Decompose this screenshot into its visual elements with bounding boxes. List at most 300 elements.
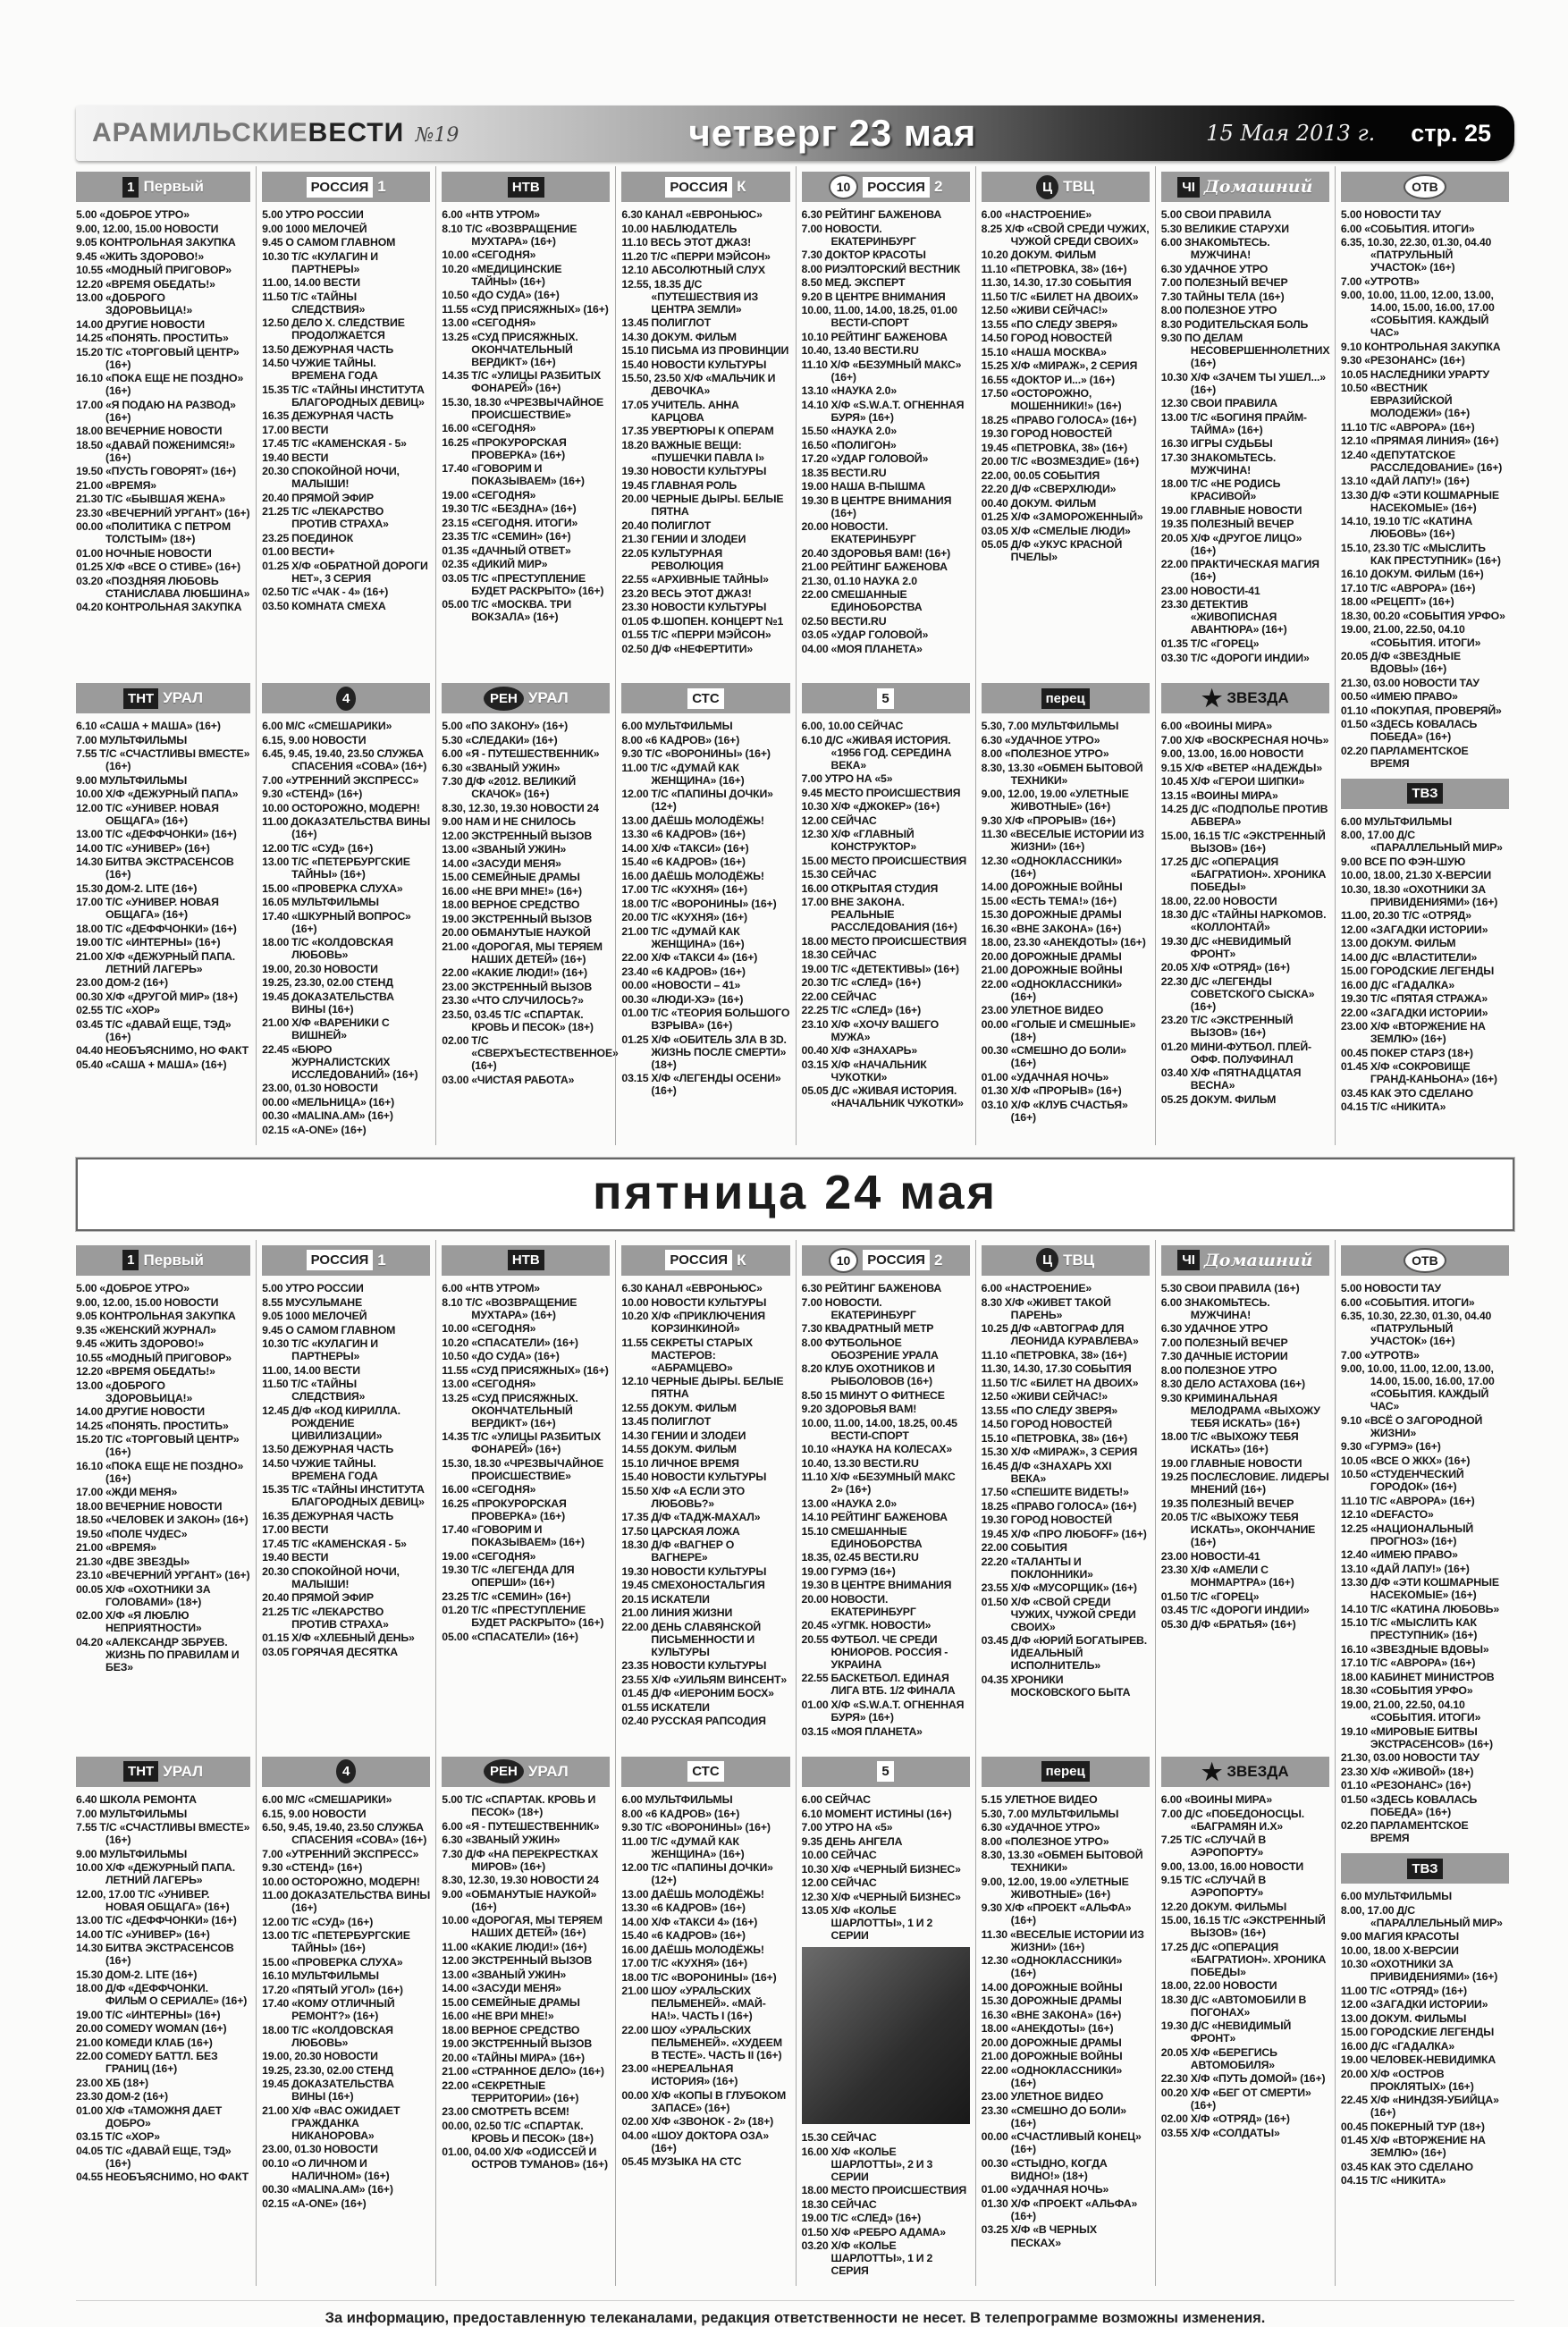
channel-name: Первый <box>143 1251 204 1269</box>
tnt-ural-logo-icon: ТНТ <box>123 1761 158 1782</box>
program-entry: 19.30 Т/С «ПЯТАЯ СТРАЖА» <box>1340 992 1488 1006</box>
program-entry: 04.15 Т/С «НИКИТА» <box>1340 1100 1446 1114</box>
program-entry: 9.20 В ЦЕНТРЕ ВНИМАНИЯ <box>801 290 946 303</box>
brand-part1: АРАМИЛЬСКИЕ <box>92 118 308 148</box>
program-entry: 21.00 Т/С «ДУМАЙ КАК ЖЕНЩИНА» (16+) <box>621 924 745 950</box>
program-entry: 5.00 УТРО РОССИИ <box>262 208 364 221</box>
program-entry: 05.00 Т/С «МОСКВА. ТРИ ВОКЗАЛА» (16+) <box>442 598 572 624</box>
channel-header-ntv <box>442 1245 610 1276</box>
program-entry: 10.00, 18.00, 21.30 Х-ВЕРСИИ <box>1340 869 1492 882</box>
program-entry: 13.00 Т/С «ДЕФФЧОНКИ» (16+) <box>76 1914 237 1927</box>
program-entry: 9.30 «СТЕНД» (16+) <box>262 788 363 801</box>
program-list-perviy <box>76 1282 250 1674</box>
program-entry: 17.25 Д/С «ОПЕРАЦИЯ «БАГРАТИОН». ХРОНИКА ПОБЕДЫ» <box>1160 856 1327 894</box>
perviy-logo-icon: 1 <box>122 177 139 198</box>
program-entry: 22.30 Д/С «ЛЕГЕНДЫ СОВЕТСКОГО СЫСКА» (16+) <box>1160 974 1315 1013</box>
program-entry: 7.30 ДАЧНЫЕ ИСТОРИИ <box>1160 1350 1288 1363</box>
program-entry: 02.00 Х/Ф «ОТРЯД» (16+) <box>1160 2112 1290 2126</box>
channel-column <box>435 166 619 1145</box>
program-entry: 19.50 «ПОЛЕ ЧУДЕС» <box>76 1527 188 1540</box>
program-entry: 18.00 «АНЕКДОТЫ» (16+) <box>981 2022 1114 2036</box>
program-entry: 6.30 УДАЧНОЕ УТРО <box>1160 262 1269 275</box>
program-entry: 10.30 Х/Ф «ДЖОКЕР» (16+) <box>801 800 940 814</box>
program-entry: 5.15 УЛЕТНОЕ ВИДЕО <box>981 1792 1098 1806</box>
newspaper-brand <box>92 118 459 148</box>
program-entry: 19.35 ПОЛЕЗНЫЙ ВЕЧЕР <box>1160 518 1294 531</box>
program-entry: 9.00 МУЛЬТФИЛЬМЫ <box>76 773 188 787</box>
program-entry: 13.10 «ДАЙ ЛАПУ!» (16+) <box>1340 1562 1470 1575</box>
program-entry: 14.25 Д/С «ПОДПОЛЬЕ ПРОТИВ АБВЕРА» <box>1160 803 1328 829</box>
program-entry: 18.00 Т/С «ВОРОНИНЫ» (16+) <box>621 897 777 910</box>
channel-header-perviy <box>76 1245 250 1276</box>
program-entry: 8.20 КЛУБ ОХОТНИКОВ И РЫБОЛОВОВ (16+) <box>801 1362 935 1388</box>
program-entry: 03.15 Х/Ф «НАЧАЛЬНИК ЧУКОТКИ» <box>801 1058 927 1083</box>
program-entry: 9.00 1000 МЕЛОЧЕЙ <box>262 222 367 235</box>
program-entry: 04.20 КОНТРОЛЬНАЯ ЗАКУПКА <box>76 601 242 614</box>
program-entry: 6.35, 10.30, 22.30, 01.30, 04.40 «ПАТРУЛЬНЫЙ УЧАСТОК» (16+) <box>1340 1310 1492 1348</box>
program-entry: 6.00 «ВОИНЫ МИРА» <box>1160 1792 1273 1806</box>
program-entry: 14.35 Т/С «УЛИЦЫ РАЗБИТЫХ ФОНАРЕЙ» (16+) <box>442 1430 602 1456</box>
program-entry: 10.10 «НАУКА НА КОЛЕСАХ» <box>801 1443 953 1456</box>
program-entry: 8.30 Х/Ф «ЖИВЕТ ТАКОЙ ПАРЕНЬ» <box>981 1295 1111 1321</box>
program-entry: 9.00, 12.00, 19.00 «УЛЕТНЫЕ ЖИВОТНЫЕ» (16+) <box>981 1875 1129 1901</box>
5-kanal-logo-icon: 5 <box>877 688 893 709</box>
program-entry: 01.45 Д/Ф «ИЕРОНИМ БОСХ» <box>621 1687 774 1700</box>
program-entry: 05.05 Д/Ф «УКУС КРАСНОЙ ПЧЕЛЫ» <box>981 538 1123 564</box>
program-entry: 12.50 «ЖИВИ СЕЙЧАС!» <box>981 1390 1109 1404</box>
program-entry: 20.30 Т/С «СЛЕД» (16+) <box>801 976 922 990</box>
program-entry: 00.40 ДОКУМ. ФИЛЬМ <box>981 496 1097 510</box>
program-entry: 17.20 «УДАР ГОЛОВОЙ» <box>801 452 929 466</box>
program-entry: 9.00 МАГИЯ КРАСОТЫ <box>1340 1930 1460 1943</box>
program-entry: 20.05 Т/С «ВЫХОЖУ ТЕБЯ ИСКАТЬ», ОКОНЧАНИЕ (16+) <box>1160 1511 1316 1549</box>
program-entry: 02.50 ВЕСТИ.RU <box>801 614 887 628</box>
program-entry: 19.45 ГЛАВНАЯ РОЛЬ <box>621 478 738 492</box>
program-entry: 6.45, 9.45, 19.40, 23.50 СЛУЖБА СПАСЕНИЯ «СОВА» (16+) <box>262 747 427 773</box>
program-entry: 11.10 «ПЕТРОВКА, 38» (16+) <box>981 262 1127 275</box>
program-entry: 00.00 Х/Ф «КОПЫ В ГЛУБОКОМ ЗАПАСЕ» (16+) <box>621 2088 787 2114</box>
program-entry: 12.10 «DEFACTO» <box>1340 1508 1434 1522</box>
program-entry: 16.00 Д/С «ГАДАЛКА» <box>1340 978 1455 991</box>
program-entry: 13.10 «ДАЙ ЛАПУ!» (16+) <box>1340 475 1470 488</box>
program-entry: 15.00, 16.15 Т/С «ЭКСТРЕННЫЙ ВЫЗОВ» (16+) <box>1160 1914 1326 1940</box>
program-entry: 7.30 Д/Ф «2012. ВЕЛИКИЙ СКАЧОК» (16+) <box>442 775 577 801</box>
program-entry: 8.50 15 МИНУТ О ФИТНЕСЕ <box>801 1388 945 1402</box>
program-entry: 5.00 УТРО РОССИИ <box>262 1281 364 1294</box>
program-entry: 02.35 «ДИКИЙ МИР» <box>442 558 548 571</box>
5-kanal-logo-icon: 5 <box>877 1761 893 1782</box>
program-entry: 17.20 «ПЯТЫЙ УГОЛ» (16+) <box>262 1983 403 1996</box>
program-entry: 04.40 НЕОБЪЯСНИМО, НО ФАКТ <box>76 1044 249 1058</box>
program-entry: 14.30 ГЕНИИ И ЗЛОДЕИ <box>621 1429 746 1442</box>
program-entry: 19.00 Т/С «ИНТЕРНЫ» (16+) <box>76 2008 221 2021</box>
program-entry: 6.00 М/С «СМЕШАРИКИ» <box>262 1792 392 1806</box>
program-entry: 23.30 ДЕТЕКТИВ «ЖИВОПИСНАЯ АВАНТЮРА» (16+) <box>1160 598 1287 637</box>
program-entry: 05.00 «СПАСАТЕЛИ» (16+) <box>442 1630 578 1643</box>
program-entry: 15.30 ДОРОЖНЫЕ ДРАМЫ <box>981 908 1122 922</box>
program-list-4-kanal <box>262 1793 430 2210</box>
program-entry: 03.40 Х/Ф «ПЯТНАДЦАТАЯ ВЕСНА» <box>1160 1067 1302 1092</box>
program-entry: 13.15 «ВОИНЫ МИРА» <box>1160 788 1278 802</box>
program-entry: 15.30 СЕЙЧАС <box>801 868 877 881</box>
program-entry: 15.40 «6 КАДРОВ» (16+) <box>621 1929 746 1943</box>
program-entry: 02.40 РУССКАЯ РАПСОДИЯ <box>621 1715 766 1728</box>
channel-section-tv3-friday <box>1341 1853 1509 2187</box>
program-entry: 9.30 Т/С «ВОРОНИНЫ» (16+) <box>621 747 771 761</box>
program-entry: 16.10 «ПОКА ЕЩЕ НЕ ПОЗДНО» (16+) <box>76 1459 244 1485</box>
program-entry: 23.30 ДОМ-2 (16+) <box>76 2090 169 2104</box>
program-entry: 00.45 ПОКЕРНЫЙ ТУР (18+) <box>1340 2120 1485 2133</box>
program-entry: 23.00, 01.30 НОВОСТИ <box>262 2143 378 2156</box>
program-entry: 17.10 Т/С «АВРОРА» (16+) <box>1340 581 1476 594</box>
program-entry: 19.30 Т/С «ЛЕГЕНДА ДЛЯ ОПЕРШИ» (16+) <box>442 1564 575 1589</box>
program-entry: 01.15 Х/Ф «ХЛЕБНЫЙ ДЕНЬ» <box>262 1631 415 1645</box>
channel-header-tnt-ural <box>76 683 250 713</box>
program-entry: 21.30, 03.00 НОВОСТИ ТАУ <box>1340 1751 1479 1765</box>
program-entry: 03.45 КАК ЭТО СДЕЛАНО <box>1340 1086 1473 1100</box>
program-entry: 14.10 РЕЙТИНГ БАЖЕНОВА <box>801 1511 948 1524</box>
program-entry: 01.00 ВЕСТИ+ <box>262 545 335 559</box>
program-entry: 7.00 УТРО НА «5» <box>801 772 893 786</box>
program-entry: 7.30 Д/Ф «НА ПЕРЕКРЕСТКАХ МИРОВ» (16+) <box>442 1847 599 1873</box>
program-entry: 22.25 Т/С «СЛЕД» (16+) <box>801 1004 922 1017</box>
program-entry: 23.40 «6 КАДРОВ» (16+) <box>621 965 746 978</box>
day-block-thursday <box>76 166 1514 1145</box>
program-entry: 13.00 «ЗВАНЫЙ УЖИН» <box>442 843 567 856</box>
program-entry: 15.10 ЛИЧНОЕ ВРЕМЯ <box>621 1456 739 1470</box>
domashniy-logo-icon: ЧI <box>1177 1250 1200 1270</box>
channel-column <box>1155 1240 1335 2286</box>
program-entry: 22.00 «ЗАГАДКИ ИСТОРИИ» <box>1340 1006 1488 1019</box>
program-list-sts <box>621 1793 789 2168</box>
program-entry: 19.00 ЭКСТРЕННЫЙ ВЫЗОВ <box>442 2037 593 2051</box>
program-entry: 21.30 «ДВЕ ЗВЕЗДЫ» <box>76 1555 190 1568</box>
program-entry: 7.00 НОВОСТИ. ЕКАТЕРИНБУРГ <box>801 222 916 248</box>
program-entry: 10.00 ОСТОРОЖНО, МОДЕРН! <box>262 1875 420 1888</box>
program-entry: 22.00 «ОДНОКЛАССНИКИ» (16+) <box>981 977 1123 1003</box>
program-entry: 20.45 «УГМК. НОВОСТИ» <box>801 1619 932 1632</box>
program-entry: 13.30 Д/Ф «ЭТИ КОШМАРНЫЕ НАСЕКОМЫЕ» (16+) <box>1340 488 1499 514</box>
program-entry: 01.05 Ф.ШОПЕН. КОНЦЕРТ №1 <box>621 614 784 628</box>
program-entry: 13.00 «ДОБРОГО ЗДОРОВЬИЦА!» <box>76 1378 193 1404</box>
day-banner-friday: пятница 24 мая <box>76 1158 1514 1231</box>
program-entry: 01.20 Т/С «ПРЕСТУПЛЕНИЕ БУДЕТ РАСКРЫТО» (16+) <box>442 1604 604 1630</box>
program-entry: 03.05 «УДАР ГОЛОВОЙ» <box>801 628 929 642</box>
program-entry: 13.50 ДЕЖУРНАЯ ЧАСТЬ <box>262 1443 394 1456</box>
program-entry: 10.00 НОВОСТИ КУЛЬТУРЫ <box>621 1295 767 1309</box>
page-number: стр. 25 <box>1411 119 1491 147</box>
program-entry: 8.00 «6 КАДРОВ» (16+) <box>621 733 740 746</box>
program-entry: 14.10, 19.10 Т/С «КАТИНА ЛЮБОВЬ» (16+) <box>1340 515 1473 541</box>
program-list-ren-ural <box>442 1793 610 2171</box>
program-entry: 6.00, 10.00 СЕЙЧАС <box>801 720 904 732</box>
program-entry: 23.00 НОВОСТИ-41 <box>1160 584 1260 597</box>
program-entry: 14.25 «ПОНЯТЬ. ПРОСТИТЬ» <box>76 332 229 345</box>
program-entry: 9.35 «ЖЕНСКИЙ ЖУРНАЛ» <box>76 1323 216 1336</box>
program-entry: 01.45 Х/Ф «ВТОРЖЕНИЕ НА ЗЕМЛЮ» (16+) <box>1340 2134 1486 2160</box>
program-entry: 19.00 ЧЕЛОВЕК-НЕВИДИМКА <box>1340 2053 1496 2067</box>
rossiya-2-logo-icon: РОССИЯ <box>863 177 930 198</box>
program-entry: 9.45 «ЖИТЬ ЗДОРОВО!» <box>76 249 205 263</box>
program-entry: 10.00 ОСТОРОЖНО, МОДЕРН! <box>262 801 420 814</box>
program-entry: 01.45 Х/Ф «СОКРОВИЩЕ ГРАНД-КАНЬОНА» (16+) <box>1340 1060 1497 1086</box>
ren-ural-logo-icon: РЕН <box>484 1759 524 1783</box>
program-list-5-kanal <box>802 720 970 1109</box>
program-entry: 16.50 «ПОЛИГОН» <box>801 438 897 451</box>
program-entry: 18.00, 22.00 НОВОСТИ <box>1160 894 1277 907</box>
program-entry: 10.00, 11.00, 14.00, 18.25, 00.45 ВЕСТИ-СПОРТ <box>801 1416 957 1442</box>
program-entry: 10.40, 13.30 ВЕСТИ.RU <box>801 1456 919 1470</box>
program-entry: 19.30 ГОРОД НОВОСТЕЙ <box>981 1513 1112 1527</box>
program-entry: 19.30 В ЦЕНТРЕ ВНИМАНИЯ <box>801 1579 952 1592</box>
program-entry: 13.25 «СУД ПРИСЯЖНЫХ. ОКОНЧАТЕЛЬНЫЙ ВЕРДИКТ» (16+) <box>442 1391 578 1429</box>
channel-section-rossiya-1-thursday <box>262 172 430 674</box>
zvezda-logo-icon: ★ <box>1201 1758 1223 1785</box>
program-entry: 17.00 Т/С «УНИВЕР. НОВАЯ ОБЩАГА» (16+) <box>76 896 219 922</box>
program-entry: 10.50 «СТУДЕНЧЕСКИЙ ГОРОДОК» (16+) <box>1340 1468 1464 1494</box>
program-entry: 21.00 «СТРАННОЕ ДЕЛО» (16+) <box>442 2065 604 2078</box>
program-entry: 22.55 «АРХИВНЫЕ ТАЙНЫ» <box>621 573 769 586</box>
program-entry: 22.00 СМЕШАННЫЕ ЕДИНОБОРСТВА <box>801 588 923 614</box>
program-entry: 22.20 Д/Ф «СВЕРХЛЮДИ» <box>981 483 1117 496</box>
program-entry: 10.55 «МОДНЫЙ ПРИГОВОР» <box>76 264 232 277</box>
program-entry: 14.50 ГОРОД НОВОСТЕЙ <box>981 332 1112 345</box>
program-entry: 5.00 Т/С «СПАРТАК. КРОВЬ И ПЕСОК» (18+) <box>442 1792 596 1818</box>
program-entry: 13.55 «ПО СЛЕДУ ЗВЕРЯ» <box>981 1404 1118 1417</box>
program-entry: 13.55 «ПО СЛЕДУ ЗВЕРЯ» <box>981 317 1118 331</box>
program-entry: 13.00 «ДОБРОГО ЗДОРОВЬИЦА!» <box>76 291 193 317</box>
program-entry: 17.00 ВНЕ ЗАКОНА. РЕАЛЬНЫЕ РАССЛЕДОВАНИЯ (16+) <box>801 896 957 934</box>
channel-section-domashniy-thursday <box>1161 172 1329 674</box>
program-entry: 21.00 Х/Ф «ДЕЖУРНЫЙ ПАПА. ЛЕТНИЙ ЛАГЕРЬ» <box>76 949 236 975</box>
program-entry: 16.00 «НЕ ВРИ МНЕ!» (16+) <box>442 884 582 898</box>
program-entry: 23.35 Т/С «СЕМИН» (16+) <box>442 530 571 544</box>
program-entry: 19.50 «ПУСТЬ ГОВОРЯТ» (16+) <box>76 465 236 478</box>
program-entry: 20.40 ПРЯМОЙ ЭФИР <box>262 1591 374 1605</box>
program-entry: 11.55 «СУД ПРИСЯЖНЫХ» (16+) <box>442 302 609 316</box>
program-entry: 9.10 «ВСЁ О ЗАГОРОДНОЙ ЖИЗНИ» <box>1340 1413 1483 1439</box>
channel-section-zvezda-friday <box>1161 1757 1329 2139</box>
program-entry: 03.15 «МОЯ ПЛАНЕТА» <box>801 1724 923 1738</box>
program-entry: 12.40 «ДЕПУТАТСКОЕ РАССЛЕДОВАНИЕ» (16+) <box>1340 448 1503 474</box>
program-entry: 20.40 ПОЛИГЛОТ <box>621 519 712 532</box>
program-entry: 10.00 СЕЙЧАС <box>801 1849 877 1862</box>
ren-ural-logo-icon: РЕН <box>484 687 524 711</box>
program-entry: 17.35 УВЕРТЮРЫ К ОПЕРАМ <box>621 425 774 438</box>
program-entry: 18.00 МЕСТО ПРОИСШЕСТВИЯ <box>801 934 967 948</box>
program-entry: 02.20 ПАРЛАМЕНТСКОЕ ВРЕМЯ <box>1340 744 1469 770</box>
program-entry: 22.00 ДЕНЬ СЛАВЯНСКОЙ ПИСЬМЕННОСТИ И КУЛЬТУРЫ <box>621 1620 762 1658</box>
program-entry: 11.30 «ВЕСЕЛЫЕ ИСТОРИИ ИЗ ЖИЗНИ» (16+) <box>981 828 1144 854</box>
channel-section-tvc-thursday <box>982 172 1150 674</box>
program-entry: 19.45 ДОКАЗАТЕЛЬСТВА ВИНЫ (16+) <box>262 990 394 1016</box>
program-entry: 03.20 «ПОЗДНЯЯ ЛЮБОВЬ СТАНИСЛАВА ЛЮБШИНА» <box>76 574 250 600</box>
program-entry: 10.50 «ВЕСТНИК ЕВРАЗИЙСКОЙ МОЛОДЕЖИ» (16+) <box>1340 382 1471 420</box>
channel-section-5-kanal-friday <box>802 1757 970 2277</box>
program-entry: 6.00 МУЛЬТФИЛЬМЫ <box>621 1792 733 1806</box>
program-entry: 18.30 СЕЙЧАС <box>801 2197 877 2211</box>
program-entry: 20.00 НОВОСТИ. ЕКАТЕРИНБУРГ <box>801 1592 916 1618</box>
program-entry: 6.30 КАНАЛ «ЕВРОНЬЮС» <box>621 208 763 221</box>
channel-section-sts-friday <box>621 1757 789 2168</box>
program-entry: 14.00 Т/С «УНИВЕР» (16+) <box>76 1927 210 1941</box>
channel-section-4-kanal-thursday <box>262 683 430 1136</box>
program-entry: 13.00 «ЗВАНЫЙ УЖИН» <box>442 1968 567 1981</box>
program-entry: 01.50 «ЗДЕСЬ КОВАЛАСЬ ПОБЕДА» (16+) <box>1340 1792 1478 1818</box>
channel-header-tnt-ural <box>76 1757 250 1787</box>
program-entry: 01.20 МИНИ-ФУТБОЛ. ПЛЕЙ-ОФФ. ПОЛУФИНАЛ <box>1160 1040 1311 1066</box>
program-entry: 6.10 «САША + МАША» (16+) <box>76 720 221 732</box>
program-entry: 18.00 ВЕРНОЕ СРЕДСТВО <box>442 2023 580 2036</box>
program-entry: 19.00, 21.00, 22.50, 04.10 «СОБЫТИЯ. ИТОГИ» <box>1340 1698 1481 1724</box>
program-list-rossiya-1 <box>262 1282 430 1658</box>
program-entry: 16.30 «ВНЕ ЗАКОНА» (16+) <box>981 922 1122 935</box>
program-entry: 23.30 «СМЕШНО ДО БОЛИ» (16+) <box>981 2104 1126 2129</box>
program-entry: 19.10 «МИРОВЫЕ БИТВЫ ЭКСТРАСЕНСОВ» (16+) <box>1340 1724 1493 1750</box>
program-entry: 20.00 COMEDY WOMAN (16+) <box>76 2022 227 2036</box>
program-entry: 23.00 Х/Ф «ВТОРЖЕНИЕ НА ЗЕМЛЮ» (16+) <box>1340 1020 1486 1046</box>
program-entry: 21.25 Т/С «ЛЕКАРСТВО ПРОТИВ СТРАХА» <box>262 1605 389 1631</box>
program-entry: 16.00 «СЕГОДНЯ» <box>442 422 536 435</box>
program-entry: 14.30 БИТВА ЭКСТРАСЕНСОВ (16+) <box>76 1942 234 1968</box>
program-entry: 17.05 УЧИТЕЛЬ. АННА КАРЦОВА <box>621 398 739 424</box>
channel-section-rossiya-2-thursday <box>802 172 970 674</box>
channel-name: 2 <box>933 1251 943 1269</box>
program-entry: 03.10 Х/Ф «КЛУБ СЧАСТЬЯ» (16+) <box>981 1098 1128 1124</box>
program-entry: 20.05 Х/Ф «БЕРЕГИСЬ АВТОМОБИЛЯ» <box>1160 2045 1277 2071</box>
tvc-logo-icon: Ц <box>1036 175 1058 199</box>
program-entry: 00.30 «СМЕШНО ДО БОЛИ» (16+) <box>981 1044 1126 1070</box>
program-list-otv <box>1341 208 1509 770</box>
rossiya-2-prefix-logo-icon: 10 <box>829 174 859 199</box>
program-entry: 00.00 «МЕЛЬНИЦА» (16+) <box>262 1095 395 1109</box>
program-entry: 7.00 ПОЛЕЗНЫЙ ВЕЧЕР <box>1160 1336 1288 1349</box>
program-entry: 12.00 ЭКСТРЕННЫЙ ВЫЗОВ <box>442 1954 593 1968</box>
channel-column <box>615 166 795 1145</box>
program-list-perviy <box>76 208 250 613</box>
program-entry: 18.00 ВЕЧЕРНИЕ НОВОСТИ <box>76 1499 223 1513</box>
program-entry: 19.45 СМЕХОНОСТАЛЬГИЯ <box>621 1579 765 1592</box>
program-entry: 00.00 «НОВОСТИ – 41» <box>621 979 741 992</box>
program-entry: 10.20 ДОКУМ. ФИЛЬМ <box>981 249 1097 262</box>
program-entry: 12.20 ДОКУМ. ФИЛЬМЫ <box>1160 1900 1287 1913</box>
channel-name: 1 <box>377 1251 386 1269</box>
program-entry: 20.40 ПРЯМОЙ ЭФИР <box>262 491 374 504</box>
program-entry: 20.05 Х/Ф «ОТРЯД» (16+) <box>1160 961 1290 974</box>
domashniy-logo-icon: ЧI <box>1177 177 1200 198</box>
program-entry: 21.00 ДОРОЖНЫЕ ВОЙНЫ <box>981 2050 1123 2063</box>
program-entry: 23.25 Т/С «СЕМИН» (16+) <box>442 1589 571 1603</box>
program-entry: 9.45 МЕСТО ПРОИСШЕСТВИЯ <box>801 786 961 799</box>
perec-logo-icon: перец <box>1041 1761 1090 1782</box>
channel-name: Первый <box>143 178 204 195</box>
program-entry: 14.00 Д/С «ВЛАСТИТЕЛИ» <box>1340 950 1478 964</box>
program-entry: 19.00, 20.30 НОВОСТИ <box>262 962 378 975</box>
program-entry: 6.10 МОМЕНТ ИСТИНЫ (16+) <box>801 1807 952 1820</box>
program-entry: 19.45 ДОКАЗАТЕЛЬСТВА ВИНЫ (16+) <box>262 2078 394 2104</box>
channel-section-ren-ural-thursday <box>442 683 619 1086</box>
program-entry: 04.35 ХРОНИКИ МОСКОВСКОГО БЫТА <box>981 1673 1131 1699</box>
program-entry: 7.00 Д/С «ПОБЕДОНОСЦЫ. «БАГРАМЯН И.Х» <box>1160 1807 1305 1833</box>
program-entry: 23.20 ВЕСЬ ЭТОТ ДЖАЗ! <box>621 586 752 600</box>
program-entry: 11.10 ВЕСЬ ЭТОТ ДЖАЗ! <box>621 236 752 249</box>
program-entry: 15.30 ДОМ-2. LITE (16+) <box>76 1968 198 1981</box>
program-entry: 01.00 Х/Ф «S.W.A.T. ОГНЕННАЯ БУРЯ» (16+) <box>801 1698 965 1724</box>
program-entry: 13.45 ПОЛИГЛОТ <box>621 316 712 330</box>
program-entry: 11.00 Т/С «ОТРЯД» (16+) <box>1340 1984 1467 1997</box>
program-list-domashniy <box>1161 1282 1329 1631</box>
program-entry: 12.10 АБСОЛЮТНЫЙ СЛУХ <box>621 264 765 277</box>
program-entry: 17.00 ВЕСТИ <box>262 423 329 436</box>
channel-section-ntv-thursday <box>442 172 610 674</box>
program-entry: 9.15 Х/Ф «ВЕТЕР «НАДЕЖДЫ» <box>1160 761 1323 774</box>
program-entry: 6.40 ШКОЛА РЕМОНТА <box>76 1792 197 1806</box>
program-entry: 5.00 НОВОСТИ ТАУ <box>1340 1281 1441 1294</box>
program-entry: 11.50 Т/С «ТАЙНЫ СЛЕДСТВИЯ» <box>262 290 366 316</box>
program-entry: 12.00 Т/С «ПАПИНЫ ДОЧКИ» (12+) <box>621 1861 773 1887</box>
program-entry: 6.00 МУЛЬТФИЛЬМЫ <box>621 720 733 732</box>
program-entry: 21.00 Х/Ф «ВАРЕНИКИ С ВИШНЕЙ» <box>262 1016 390 1042</box>
program-entry: 8.00 ПОЛЕЗНОЕ УТРО <box>1160 1363 1277 1377</box>
program-entry: 12.10 «ПРЯМАЯ ЛИНИЯ» (16+) <box>1340 434 1499 448</box>
rossiya-k-logo-icon: РОССИЯ <box>665 1250 732 1270</box>
program-entry: 19.00 ГУРМЭ (16+) <box>801 1564 896 1578</box>
channel-section-tvc-friday <box>982 1245 1150 1748</box>
program-entry: 8.30 ДЕЛО АСТАХОВА (16+) <box>1160 1378 1305 1391</box>
program-entry: 01.55 ИСКАТЕЛИ <box>621 1700 710 1714</box>
program-entry: 21.30, 01.10 НАУКА 2.0 <box>801 574 917 587</box>
channel-header-tv3 <box>1341 1853 1509 1884</box>
program-entry: 18.50 «ЧЕЛОВЕК И ЗАКОН» (16+) <box>76 1513 249 1527</box>
channel-name: ТВЦ <box>1063 178 1095 195</box>
program-entry: 23.10 Х/Ф «ХОЧУ ВАШЕГО МУЖА» <box>801 1017 940 1043</box>
program-entry: 9.45 «ЖИТЬ ЗДОРОВО!» <box>76 1337 205 1351</box>
program-entry: 17.35 Д/Ф «ТАДЖ-МАХАЛ» <box>621 1511 761 1524</box>
channel-header-sts <box>621 683 789 713</box>
program-entry: 21.00 «ВРЕМЯ» <box>76 1541 156 1555</box>
program-entry: 20.00 Т/С «ВОЗМЕЗДИЕ» (16+) <box>981 455 1140 468</box>
program-entry: 03.15 Т/С «ХОР» <box>76 2130 160 2144</box>
program-entry: 10.20 «СПАСАТЕЛИ» (16+) <box>442 1336 578 1349</box>
program-entry: 11.50 Т/С «БИЛЕТ НА ДВОИХ» <box>981 290 1139 303</box>
program-entry: 18.00 Т/С «ВОРОНИНЫ» (16+) <box>621 1970 777 1984</box>
program-entry: 21.30 Т/С «БЫВШАЯ ЖЕНА» <box>76 493 226 506</box>
program-entry: 13.50 ДЕЖУРНАЯ ЧАСТЬ <box>262 342 394 356</box>
footer-disclaimer: За информацию, предоставленную телеканалами, редакция ответственности не несет. В телепрограмме возможны изменения. <box>76 2300 1514 2327</box>
program-entry: 17.00 Т/С «КУХНЯ» (16+) <box>621 883 747 897</box>
program-entry: 20.40 ЗДОРОВЬЯ ВАМ! (16+) <box>801 546 951 560</box>
program-entry: 15.10 ПИСЬМА ИЗ ПРОВИНЦИИ <box>621 344 789 358</box>
otv-logo-icon: ОТВ <box>1404 1248 1446 1273</box>
program-entry: 01.35 Т/С «ГОРЕЦ» <box>1160 637 1260 650</box>
program-entry: 15.10, 23.30 Т/С «МЫСЛИТЬ КАК ПРЕСТУПНИК» (16+) <box>1340 541 1501 567</box>
program-entry: 9.00, 10.00, 11.00, 12.00, 13.00, 14.00, 15.00, 16.00, 17.00 «СОБЫТИЯ. КАЖДЫЙ ЧАС» <box>1340 1362 1495 1413</box>
program-entry: 01.00 «УДАЧНАЯ НОЧЬ» <box>981 1070 1109 1083</box>
program-entry: 11.10 «ПЕТРОВКА, 38» (16+) <box>981 1348 1127 1362</box>
program-entry: 00.30 «ЛЮДИ-ХЭ» (16+) <box>621 992 744 1006</box>
program-entry: 7.00 «УТРОТВ» <box>1340 1348 1420 1362</box>
program-list-rossiya-k <box>621 1282 789 1728</box>
program-entry: 23.20 Т/С «ЭКСТРЕННЫЙ ВЫЗОВ» (16+) <box>1160 1014 1294 1040</box>
program-entry: 21.00 ЛИНИЯ ЖИЗНИ <box>621 1606 733 1620</box>
program-entry: 00.30 «MALINA.AM» (16+) <box>262 1109 393 1123</box>
program-entry: 15.00 ГОРОДСКИЕ ЛЕГЕНДЫ <box>1340 2026 1495 2039</box>
program-entry: 03.45 Д/Ф «ЮРИЙ БОГАТЫРЕВ. ИДЕАЛЬНЫЙ ИСПОЛНИТЕЛЬ» <box>981 1634 1148 1673</box>
tnt-ural-logo-icon: ТНТ <box>123 688 158 709</box>
program-entry: 12.55 ДОКУМ. ФИЛЬМ <box>621 1401 737 1414</box>
program-list-rossiya-2 <box>802 1282 970 1738</box>
program-list-perec <box>982 720 1150 1124</box>
